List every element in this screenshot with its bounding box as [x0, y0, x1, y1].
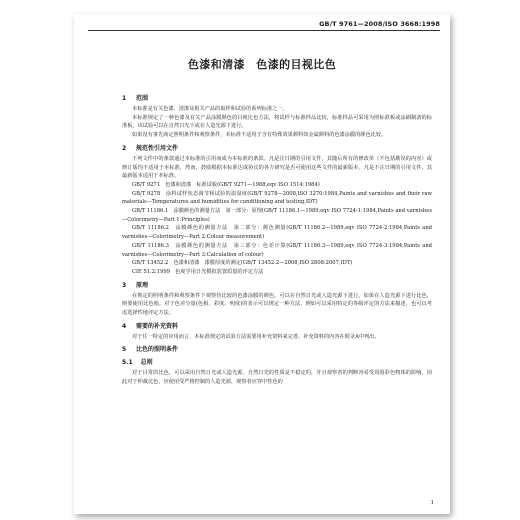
standard-code-header: GB/T 9761—2008/ISO 3668:1998	[319, 20, 440, 28]
section-heading-text: 总则	[140, 359, 153, 367]
paragraph: 本标准规定了一种色漆及有关产品涂膜颜色的目视比色方法，将试样与标准样品比较，标准样品可采用为照标准板或涂刷制备的标准板，该试验可以在自然日光下或在人造光源下进行。	[122, 114, 432, 130]
reference-entry: GB/T 11186.1 涂膜颜色的测量方法 第一部分：原理(GB/T 11186.1—1989,eqv ISO 7724-1:1984,Paints and varnishes—Colorimetry—Part 1:Principles)	[122, 208, 432, 223]
section-heading	[122, 281, 432, 290]
section-4	[122, 322, 432, 342]
section-heading	[122, 322, 432, 331]
section-1	[122, 94, 432, 140]
section-number: 1	[122, 95, 127, 102]
section-heading-text: 原理	[136, 281, 149, 289]
paragraph: 对于目常的比色，可以采用自然日光或人造光源。自然日光的性质是不稳定的，并且观察者的判断容易受周围彩色物体的影响，因此对于仲裁比色，应使用受严格控制的人造光源，观察者应穿中性色的	[122, 370, 432, 386]
header-rule	[88, 30, 440, 31]
section-heading-text: 规范性引用文件	[136, 144, 179, 152]
reference-entry: CIE 51.2:1999 色度学用日光模拟装置质量的评定方法	[132, 268, 264, 275]
section-5-1	[122, 358, 432, 386]
paragraph: 对于任一特定的应用而言，本标准规定的试验方法需要用补充资料来完善。补充资料的内容在附录A中列出。	[132, 333, 380, 340]
document-title: 色漆和清漆 色漆的目视比色	[187, 58, 337, 71]
section-number: 3	[122, 281, 127, 289]
reference-entry: GB/T 11186.3 涂膜颜色的测量方法 第三部分：色差计算(GB/T 11186.3—1989,eqv ISO 7724-3:1984,Paints and varnishes—Colorimetry—Part 3:Calculation of colour)	[122, 242, 432, 258]
section-heading	[122, 345, 432, 354]
section-heading	[122, 358, 432, 367]
section-2	[122, 144, 432, 277]
reference-entry: GB/T 9278 涂料试样状态调节和试验的温湿度(GB/T 9278—2008,ISO 3270:1984,Paints and varnishes and their raw materials—Temperatures and humidities for conditioning and testing,IDT)	[122, 190, 432, 206]
reference-entry: GB/T 11186.2 涂膜颜色的测量方法 第二部分：颜色测量(GB/T 11186.2—1989,eqv ISO 7724-2:1984,Paints and varnishes—Colorimetry—Part 2:Colour measurement)	[122, 225, 432, 241]
paragraph: 如果没有事先商定照明条件和观察条件，本标准不适用于含有特殊效果颜料如金属颜料的色漆涂膜的颜色比较。	[132, 132, 387, 139]
paragraph: 下列文件中的条款通过本标准的引用而成为本标准的条款。凡是注日期的引用文件，其随后所有的修改单（不包括勘误的内容）或修订版均不适用于本标准，然而，鼓励根据本标准达成协议的各方研究是否可使用这些文件的最新版本。凡是不注日期的引用文件，其最新版本适用于本标准。	[122, 155, 432, 180]
section-number: 5.1	[122, 359, 133, 367]
section-5	[122, 345, 432, 354]
paragraph: 在规定的照明条件和观察条件下观察待比较的色漆涂膜的颜色，可以在自然日光或人造光源下进行，如果在人造光源下进行比色，则要使用比色箱。对于色差分量(色相、彩度、明度)的表示可以规定一种方法，例如可以采用特定的等级评定的方法来描述，也可以考虑选择性地评定方法。	[122, 292, 432, 317]
section-heading	[122, 94, 432, 103]
paragraph: 本标准是有关色漆、清漆及相关产品的取样和试验的系列标准之一。	[132, 106, 288, 112]
reference-entry: GB/T 13452.2 色漆和清漆 漆膜厚度的测定(GB/T 13452.2—2008,ISO 2808:2007,IDT)	[132, 260, 353, 267]
reference-entry: GB/T 9271 色漆和清漆 标准试板(GB/T 9271—1988,eqv ISO 1514:1984)	[132, 181, 320, 188]
section-heading-text: 需要的补充资料	[136, 322, 179, 330]
section-heading	[122, 144, 432, 153]
section-number: 5	[122, 346, 127, 354]
document-body	[122, 90, 432, 391]
section-number: 2	[122, 144, 127, 152]
section-number: 4	[122, 322, 127, 330]
document-page	[74, 14, 450, 514]
section-heading-text: 比色的照明条件	[136, 346, 179, 354]
section-3	[122, 281, 432, 318]
section-heading-text: 范围	[136, 95, 149, 102]
page-number: 1	[430, 500, 434, 506]
